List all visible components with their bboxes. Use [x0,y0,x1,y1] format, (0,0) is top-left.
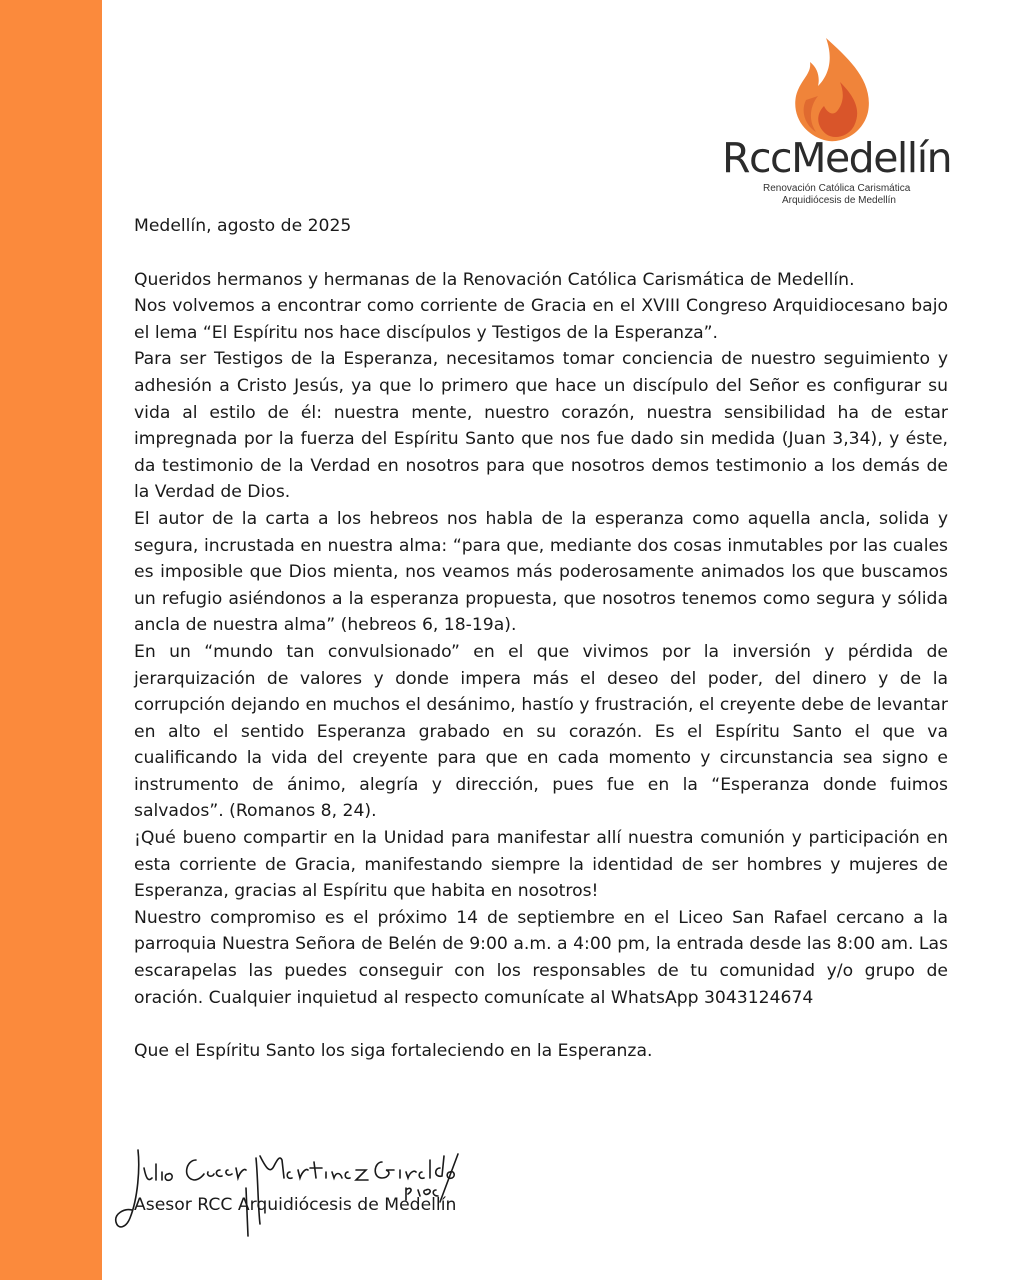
letter-closing: Que el Espíritu Santo los siga fortaleciendo en la Esperanza. [134,1040,653,1061]
logo-subtitle-line-1: Renovación Católica Carismática [763,183,911,194]
letter-body [134,213,948,1064]
logo-brand-name: RccMedellín [722,134,952,182]
letter-paragraph: ¡Qué bueno compartir en la Unidad para manifestar allí nuestra comunión y participación en esta corriente de Gracia, manifestando siempre la identidad de ser hombres y mujeres de Esperanza, gracias al Espíritu que habita en nosotros! [134,828,948,902]
flame-icon [788,36,878,146]
letter-paragraph: El autor de la carta a los hebreos nos habla de la esperanza como aquella ancla, solida y segura, incrustada en nuestra alma: “para que, mediante dos cosas inmutables por las cuales es imposible que Dios mienta, nos veamos más poderosamente animados los que buscamos un refugio asiéndonos a la esperanza propuesta, que nosotros tenemos como segura y sólida ancla de nuestra alma” (hebreos 6, 18-19a). [134,508,948,636]
letter-paragraph: Para ser Testigos de la Esperanza, necesitamos tomar conciencia de nuestro seguimiento y adhesión a Cristo Jesús, ya que lo primero que hace un discípulo del Señor es configurar su vida al estilo de él: nuestra mente, nuestro corazón, nuestra sensibilidad ha de estar impregnada por la fuerza del Espíritu Santo que nos fue dado sin medida (Juan 3,34), y éste, da testimonio de la Verdad en nosotros para que nosotros demos testimonio a los demás de la Verdad de Dios. [134,349,948,503]
orange-side-bar [0,0,102,1280]
letter-date: Medellín, agosto de 2025 [134,216,352,236]
logo-subtitle-line-2: Arquidiócesis de Medellín [782,195,896,206]
letter-paragraph: Queridos hermanos y hermanas de la Renovación Católica Carismática de Medellín. [134,269,855,290]
letter-paragraph: Nos volvemos a encontrar como corriente de Gracia en el XVIII Congreso Arquidiocesano bajo el lema “El Espíritu nos hace discípulos y Testigos de la Esperanza”. [134,296,948,343]
letter-paragraph: Nuestro compromiso es el próximo 14 de septiembre en el Liceo San Rafael cercano a la parroquia Nuestra Señora de Belén de 9:00 a.m. a 4:00 pm, la entrada desde las 8:00 am. Las escarapelas las puedes conseguir con los responsables de tu comunidad y/o grupo de oración. Cualquier inquietud al respecto comunícate al WhatsApp 3043124674 [134,907,948,1008]
handwritten-signature [110,1138,470,1238]
letter-paragraph: En un “mundo tan convulsionado” en el que vivimos por la inversión y pérdida de jerarquización de valores y donde impera más el deseo del poder, del dinero y de la corrupción dejando en muchos el desánimo, hastío y frustración, el creyente debe de levantar en alto el sentido Esperanza grabado en su corazón. Es el Espíritu Santo el que va cualificando la vida del creyente para que en cada momento y circunstancia sea signo e instrumento de ánimo, alegría y dirección, pues fue en la “Esperanza donde fuimos salvados”. (Romanos 8, 24). [134,641,948,822]
signature-block [110,1138,470,1238]
rcc-medellin-logo [718,36,958,211]
signature-title: Asesor RCC Arquidiócesis de Medellín [134,1195,457,1215]
